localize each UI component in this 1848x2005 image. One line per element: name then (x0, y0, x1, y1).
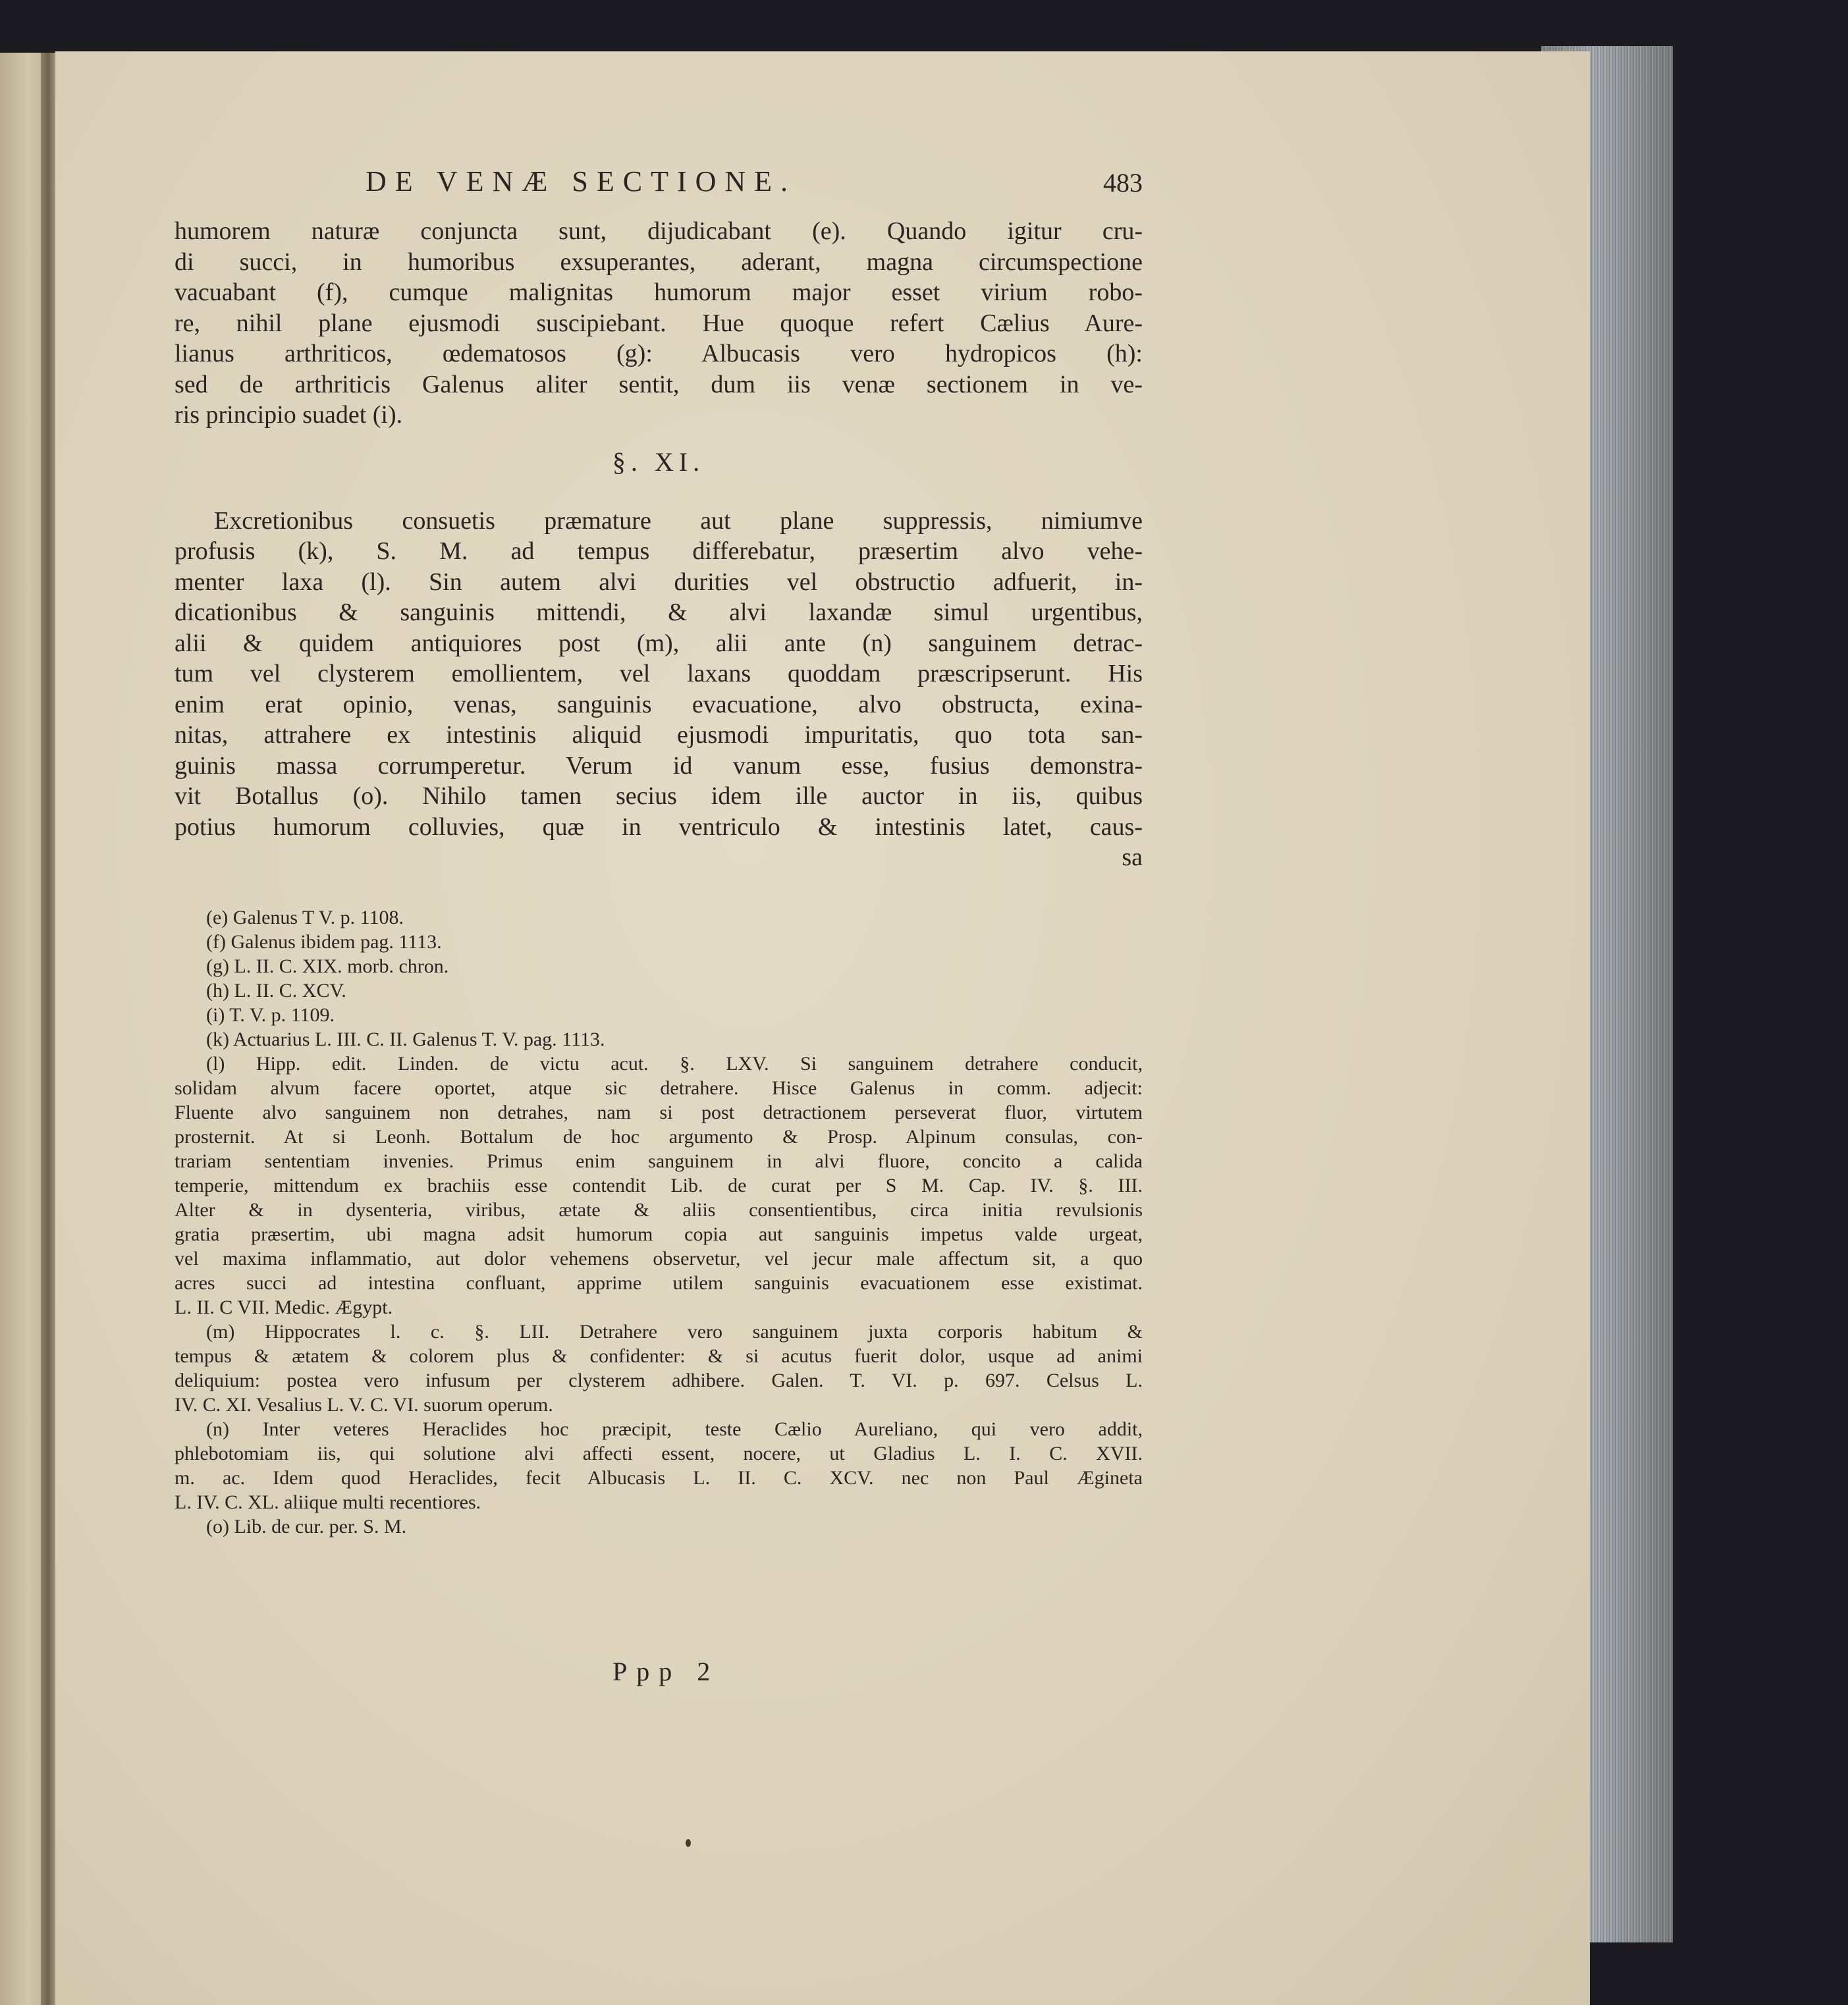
body-line: di succi, in humoribus exsuperantes, aderant, magna circumspectione (175, 248, 1143, 276)
running-title: DE VENÆ SECTIONE. (366, 165, 797, 198)
footnote-line: (i) T. V. p. 1109. (206, 1004, 335, 1026)
body-line: potius humorum colluvies, quæ in ventriculo & intestinis latet, caus- (175, 813, 1143, 841)
catchword: sa (1122, 843, 1143, 871)
body-line: menter laxa (l). Sin autem alvi durities vel obstructio adfuerit, in- (175, 568, 1143, 596)
body-line: enim erat opinio, venas, sanguinis evacuatione, alvo obstructa, exina- (175, 690, 1143, 718)
footnote-line: (k) Actuarius L. III. C. II. Galenus T. V. pag. 1113. (206, 1029, 605, 1050)
body-line: guinis massa corrumperetur. Verum id vanum esse, fusius demonstra- (175, 751, 1143, 780)
footnote-line: tempus & ætatem & colorem plus & confidenter: & si acutus fuerit dolor, usque ad animi (175, 1345, 1143, 1367)
body-line: nitas, attrahere ex intestinis aliquid ejusmodi impuritatis, quo tota san- (175, 721, 1143, 749)
footnote-line: acres succi ad intestina confluant, apprime utilem sanguinis evacuationem esse existimat. (175, 1272, 1143, 1294)
footnote-line: (h) L. II. C. XCV. (206, 980, 346, 1002)
footnote-line: (o) Lib. de cur. per. S. M. (206, 1516, 407, 1537)
body-line: tum vel clysterem emollientem, vel laxans quoddam præscripserunt. His (175, 660, 1143, 687)
running-head (175, 165, 1143, 204)
body-line: re, nihil plane ejusmodi suscipiebant. Hue quoque refert Cælius Aure- (175, 309, 1143, 337)
body-line: vit Botallus (o). Nihilo tamen secius idem ille auctor in iis, quibus (175, 782, 1143, 810)
footnote-line: (m) Hippocrates l. c. §. LII. Detrahere vero sanguinem juxta corporis habitum & (206, 1321, 1143, 1343)
body-line: dicationibus & sanguinis mittendi, & alvi laxandæ simul urgentibus, (175, 599, 1143, 626)
signature-mark: Ppp 2 (612, 1657, 720, 1686)
footnote-line: vel maxima inflammatio, aut dolor vehemens observetur, vel jecur male affectum sit, a quo (175, 1248, 1143, 1270)
footnote-line: prosternit. At si Leonh. Bottalum de hoc argumento & Prosp. Alpinum consulas, con- (175, 1126, 1143, 1148)
footnote-line: L. IV. C. XL. aliique multi recentiores. (175, 1491, 481, 1513)
footnote-line: phlebotomiam iis, qui solutione alvi affecti essent, nocere, ut Gladius L. I. C. XVII. (175, 1443, 1143, 1464)
body-line: alii & quidem antiquiores post (m), alii ante (n) sanguinem detrac- (175, 629, 1143, 657)
footnote-line: (e) Galenus T V. p. 1108. (206, 907, 404, 928)
body-line: profusis (k), S. M. ad tempus differebatur, præsertim alvo vehe- (175, 537, 1143, 565)
body-line: Excretionibus consuetis præmature aut plane suppressis, nimiumve (214, 506, 1143, 535)
footnote-line: (l) Hipp. edit. Linden. de victu acut. §. LXV. Si sanguinem detrahere conducit, (206, 1053, 1143, 1075)
body-line: vacuabant (f), cumque malignitas humorum major esset virium robo- (175, 279, 1143, 306)
ink-spot (686, 1839, 691, 1847)
body-line: humorem naturæ conjuncta sunt, dijudicabant (e). Quando igitur cru- (175, 217, 1143, 245)
footnote-line: L. II. C VII. Medic. Ægypt. (175, 1297, 393, 1318)
page-number: 483 (1103, 168, 1143, 198)
footnote-line: Fluente alvo sanguinem non detrahes, nam si post detractionem perseverat fluor, virtutem (175, 1102, 1143, 1123)
body-line: sed de arthriticis Galenus aliter sentit, dum iis venæ sectionem in ve- (175, 370, 1143, 398)
body-text (175, 216, 1143, 873)
footnote-line: temperie, mittendum ex brachiis esse contendit Lib. de curat per S M. Cap. IV. §. III. (175, 1175, 1143, 1196)
body-line: ris principio suadet (i). (175, 401, 403, 429)
footnote-line: (f) Galenus ibidem pag. 1113. (206, 931, 442, 953)
footnote-line: m. ac. Idem quod Heraclides, fecit Albucasis L. II. C. XCV. nec non Paul Ægineta (175, 1467, 1143, 1489)
footnote-line: (g) L. II. C. XIX. morb. chron. (206, 955, 449, 977)
footnote-line: gratia præsertim, ubi magna adsit humorum copia aut sanguinis impetus valde urgeat, (175, 1223, 1143, 1245)
footnote-line: trariam sententiam invenies. Primus enim sanguinem in alvi fluore, concito a calida (175, 1150, 1143, 1172)
footnote-line: IV. C. XI. Vesalius L. V. C. VI. suorum operum. (175, 1394, 553, 1416)
book-gutter (41, 53, 55, 2005)
footnote-line: deliquium: postea vero infusum per clysterem adhibere. Galen. T. VI. p. 697. Celsus L. (175, 1370, 1143, 1391)
footnote-line: Alter & in dysenteria, viribus, ætate & aliis consentientibus, circa initia revulsionis (175, 1199, 1143, 1221)
footnotes (175, 905, 1143, 1539)
footnote-line: solidam alvum facere oportet, atque sic detrahere. Hisce Galenus in comm. adjecit: (175, 1077, 1143, 1099)
section-heading: §. XI. (612, 446, 705, 477)
footnote-line: (n) Inter veteres Heraclides hoc præcipit, teste Cælio Aureliano, qui vero addit, (206, 1418, 1143, 1440)
body-line: lianus arthriticos, œdematosos (g): Albucasis vero hydropicos (h): (175, 340, 1143, 367)
